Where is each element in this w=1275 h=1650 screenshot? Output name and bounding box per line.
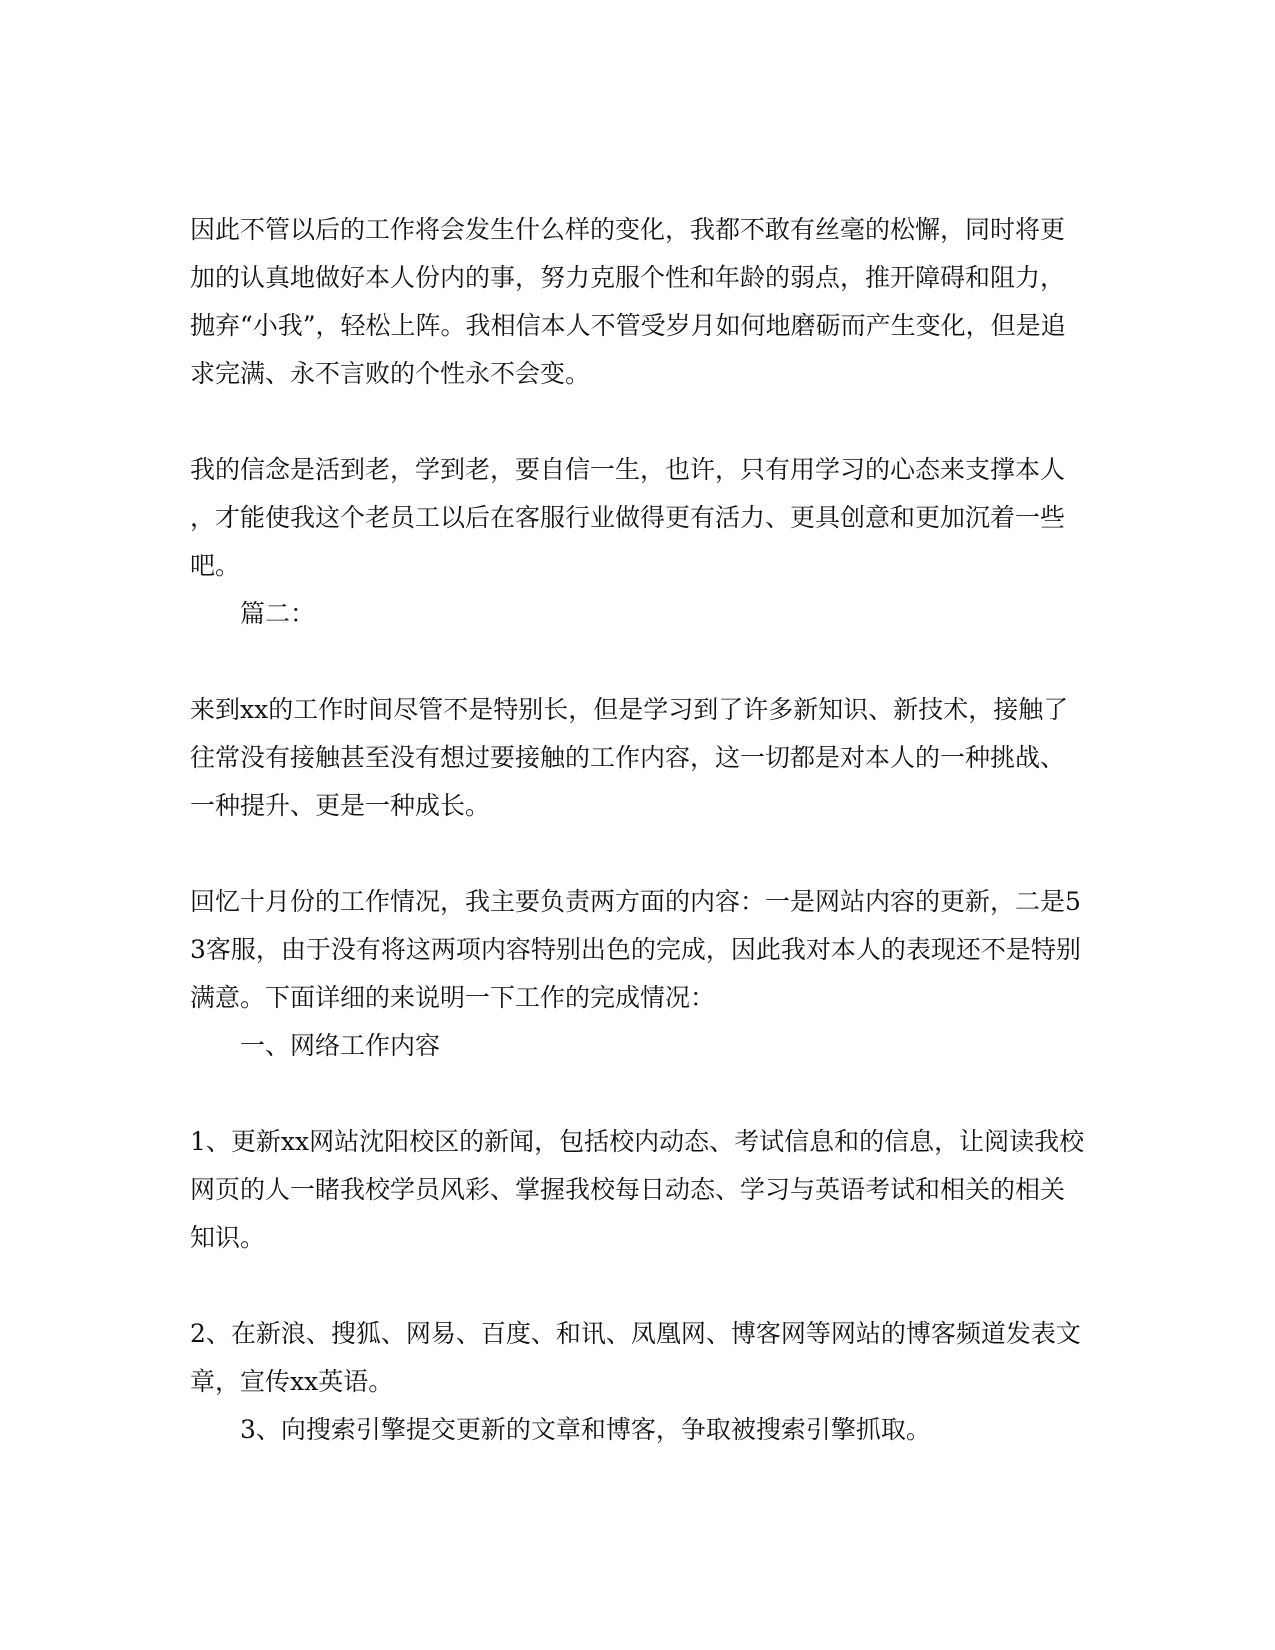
- paragraph-october-review: [190, 878, 1085, 1022]
- list-item-1: [190, 1118, 1085, 1262]
- text-line: 1、更新xx网站沈阳校区的新闻，包括校内动态、考试信息和的信息，让阅读我校: [190, 1127, 1085, 1156]
- section-heading-network-work: [190, 1022, 1085, 1070]
- text-line: 章，宣传xx英语。: [190, 1367, 394, 1396]
- text-line: 加的认真地做好本人份内的事，努力克服个性和年龄的弱点，推开障碍和阻力，: [190, 263, 1066, 292]
- text-line: 因此不管以后的工作将会发生什么样的变化，我都不敢有丝毫的松懈，同时将更: [190, 215, 1066, 244]
- section-heading-part-two: [190, 590, 1085, 638]
- text-line: 篇二：: [240, 599, 316, 628]
- text-line: 2、在新浪、搜狐、网易、百度、和讯、凤凰网、博客网等网站的博客频道发表文: [190, 1319, 1081, 1348]
- text-line: 3客服，由于没有将这两项内容特别出色的完成，因此我对本人的表现还不是特别: [190, 935, 1081, 964]
- text-line: 抛弃“小我”，轻松上阵。我相信本人不管受岁月如何地磨砺而产生变化，但是追: [190, 311, 1066, 340]
- text-line: 一种提升、更是一种成长。: [190, 791, 491, 820]
- document-body: [190, 206, 1085, 1454]
- text-line: 我的信念是活到老，学到老，要自信一生，也许，只有用学习的心态来支撑本人: [190, 455, 1066, 484]
- list-item-3: [190, 1406, 1085, 1454]
- text-line: 来到xx的工作时间尽管不是特别长，但是学习到了许多新知识、新技术，接触了: [190, 695, 1069, 724]
- text-line: 吧。: [190, 551, 241, 580]
- list-item-2: [190, 1310, 1085, 1406]
- text-line: 回忆十月份的工作情况，我主要负责两方面的内容：一是网站内容的更新，二是5: [190, 887, 1081, 916]
- paragraph-introduction: [190, 686, 1085, 830]
- text-line: 3、向搜索引擎提交更新的文章和博客，争取被搜索引擎抓取。: [240, 1415, 931, 1444]
- text-line: 往常没有接触甚至没有想过要接触的工作内容，这一切都是对本人的一种挑战、: [190, 743, 1066, 772]
- text-line: ，才能使我这个老员工以后在客服行业做得更有活力、更具创意和更加沉着一些: [190, 503, 1066, 532]
- text-line: 知识。: [190, 1223, 266, 1252]
- paragraph-commitment: [190, 206, 1085, 398]
- text-line: 求完满、永不言败的个性永不会变。: [190, 359, 591, 388]
- paragraph-belief: [190, 446, 1085, 590]
- text-line: 一、网络工作内容: [240, 1031, 441, 1060]
- text-line: 满意。下面详细的来说明一下工作的完成情况：: [190, 983, 716, 1012]
- text-line: 网页的人一睹我校学员风彩、掌握我校每日动态、学习与英语考试和相关的相关: [190, 1175, 1066, 1204]
